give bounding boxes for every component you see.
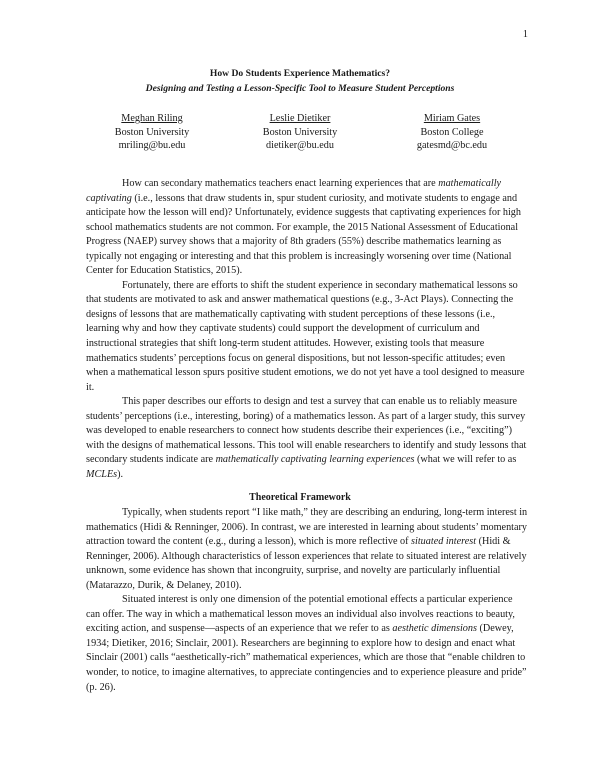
intro-section (86, 177, 528, 482)
intro-paragraph-3: This paper describes our efforts to design and test a survey that can enable us to reliably measure students’ perceptions (i.e., interesting, boring) of a mathematics lesson. As part of a larger study, this survey was developed to enable researchers to connect how students describe their experiences (i.e., “exciting”) with the designs of mathematical lessons. This tool will enable researchers to identify and study lessons that secondary students indicate are mathematically captivating learning experiences (what we will refer to as MCLEs). (86, 396, 527, 480)
title-line-2: Designing and Testing a Lesson-Specific Tool to Measure Student Perceptions (145, 82, 455, 94)
author-2 (220, 112, 380, 153)
framework-paragraph-1: Typically, when students report “I like math,” they are describing an enduring, long-term interest in mathematics (Hidi & Renninger, 2006). In contrast, we are interested in learning about students’ momentary attraction toward the content (e.g., during a lesson), which is more reflective of situated interest (Hidi & Renninger, 2006). Although characteristics of lesson experiences that relate to situated interest are relatively unknown, some evidence has shown that incongruity, surprise, and novelty are particularly influential (Matarazzo, Durik, & Delaney, 2010). (86, 507, 528, 591)
author-email: mriling@bu.edu (118, 140, 186, 152)
section-heading: Theoretical Framework (249, 492, 351, 503)
author-name: Miriam Gates (423, 113, 481, 124)
title-line-1: How Do Students Experience Mathematics? (209, 68, 391, 79)
author-name: Leslie Dietiker (269, 113, 331, 124)
author-name: Meghan Riling (121, 113, 183, 124)
author-email: gatesmd@bc.edu (416, 140, 488, 152)
author-affiliation: Boston University (114, 126, 190, 138)
page-number: 1 (522, 29, 528, 40)
framework-paragraph-2: Situated interest is only one dimension of the potential emotional effects a particular experience can offer. The way in which a mathematical lesson moves an individual also involves reactions to beauty, exciting action, and suspense—aspects of an experience that we refer to as aesthetic dimensions (Dewey, 1934; Dietiker, 2016; Sinclair, 2001). Researchers are beginning to explore how to design and enact what Sinclair (2001) calls “aesthetically-rich” mathematical experiences, which are those that “enable children to wonder, to notice, to imagine alternatives, to appreciate contingencies and to experience pleasure and pride” (p. 26). (86, 594, 527, 693)
author-email: dietiker@bu.edu (266, 140, 334, 152)
framework-section (86, 506, 528, 695)
author-1 (72, 112, 232, 153)
author-affiliation: Boston College (420, 126, 484, 138)
author-3 (372, 112, 532, 153)
intro-paragraph-2: Fortunately, there are efforts to shift the student experience in secondary mathematical lessons so that students are motivated to ask and answer mathematical questions (e.g., 3-Act Plays). Connecting the designs of lessons that are mathematically captivating with student perceptions of these lessons (i.e., learning why and how they captivate students) could support the development of curriculum and instructional strategies that shift long-term student attitudes. However, existing tools that measure mathematics students’ perceptions focus on general dispositions, but not lesson-specific attitudes; even when a mathematical lesson spurs positive student emotions, we do not yet have a tool designed to measure it. (86, 279, 525, 393)
author-affiliation: Boston University (262, 126, 338, 138)
paper-title (72, 67, 528, 96)
intro-paragraph-1: How can secondary mathematics teachers enact learning experiences that are mathematically captivating (i.e., lessons that draw students in, spur student curiosity, and motivate students to engage and anticipate how the lesson will end)? Unfortunately, evidence suggests that captivating experiences for high school mathematics students are not common. For example, the 2015 National Assessment of Educational Progress (NAEP) survey shows that a majority of 8th graders (55%) describe mathematics learning as typically not engaging or interesting and that this problem is increasingly worsening over time (National Center for Education Statistics, 2015). (86, 178, 521, 277)
